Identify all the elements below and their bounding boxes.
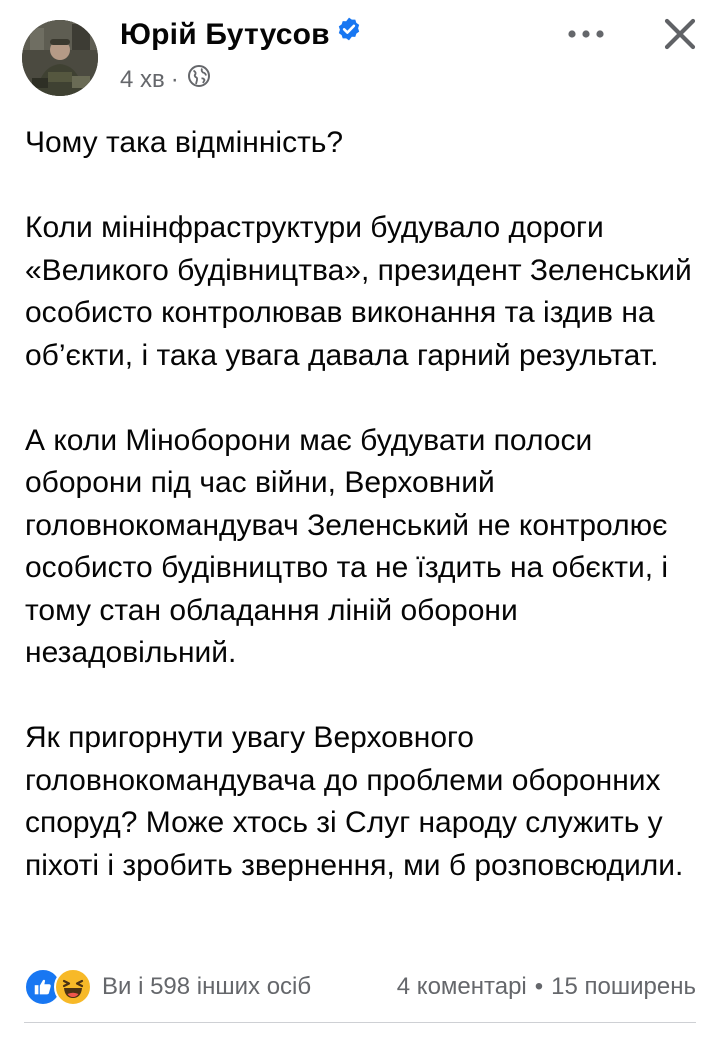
close-button[interactable] [656, 10, 704, 58]
more-options-icon [566, 29, 606, 39]
footer-divider [24, 1022, 696, 1023]
verified-badge-icon [336, 16, 362, 50]
author-name[interactable] [120, 18, 362, 53]
post-paragraph: Коли мінінфраструктури будувало дороги «Великого будівництва», президент Зеленський особисто контролював виконання та іздив на об’єкти, і така увага давала гарний результат. [25, 211, 692, 372]
reaction-icons[interactable] [24, 968, 92, 1006]
post-paragraph: А коли Міноборони має будувати полоси оборони під час війни, Верховний головнокомандувач Зеленський не контролює особисто будівництво та не їздить на обєкти, і тому стан обладання ліній оборони незадовільний. [25, 423, 669, 669]
post-text [25, 122, 697, 887]
author-avatar[interactable] [22, 20, 98, 96]
post-footer [24, 965, 696, 1009]
comments-count[interactable]: 4 коментарі [396, 973, 527, 1000]
post-paragraph: Як пригорнути увагу Верховного головнокомандувача до проблеми оборонних споруд? Може хтось зі Слуг народу служить у піхоті і зробить звернення, ми б розповсюдили. [25, 721, 684, 882]
shares-count[interactable]: 15 поширень [551, 973, 696, 1000]
likes-summary[interactable]: Ви і 598 інших осіб [102, 973, 312, 1000]
post-meta [120, 64, 211, 95]
avatar-photo [22, 20, 98, 96]
engagement-counts [397, 973, 696, 1001]
post-paragraph: Чому така відмінність? [25, 126, 344, 159]
post-timestamp[interactable]: 4 хв [120, 65, 165, 93]
globe-icon[interactable] [187, 64, 211, 95]
meta-separator: · [170, 65, 179, 93]
haha-icon [54, 968, 92, 1006]
close-icon [663, 17, 697, 51]
more-options-button[interactable] [560, 14, 612, 54]
footer-separator: • [534, 973, 544, 1000]
author-name-text[interactable]: Юрій Бутусов [120, 18, 330, 51]
